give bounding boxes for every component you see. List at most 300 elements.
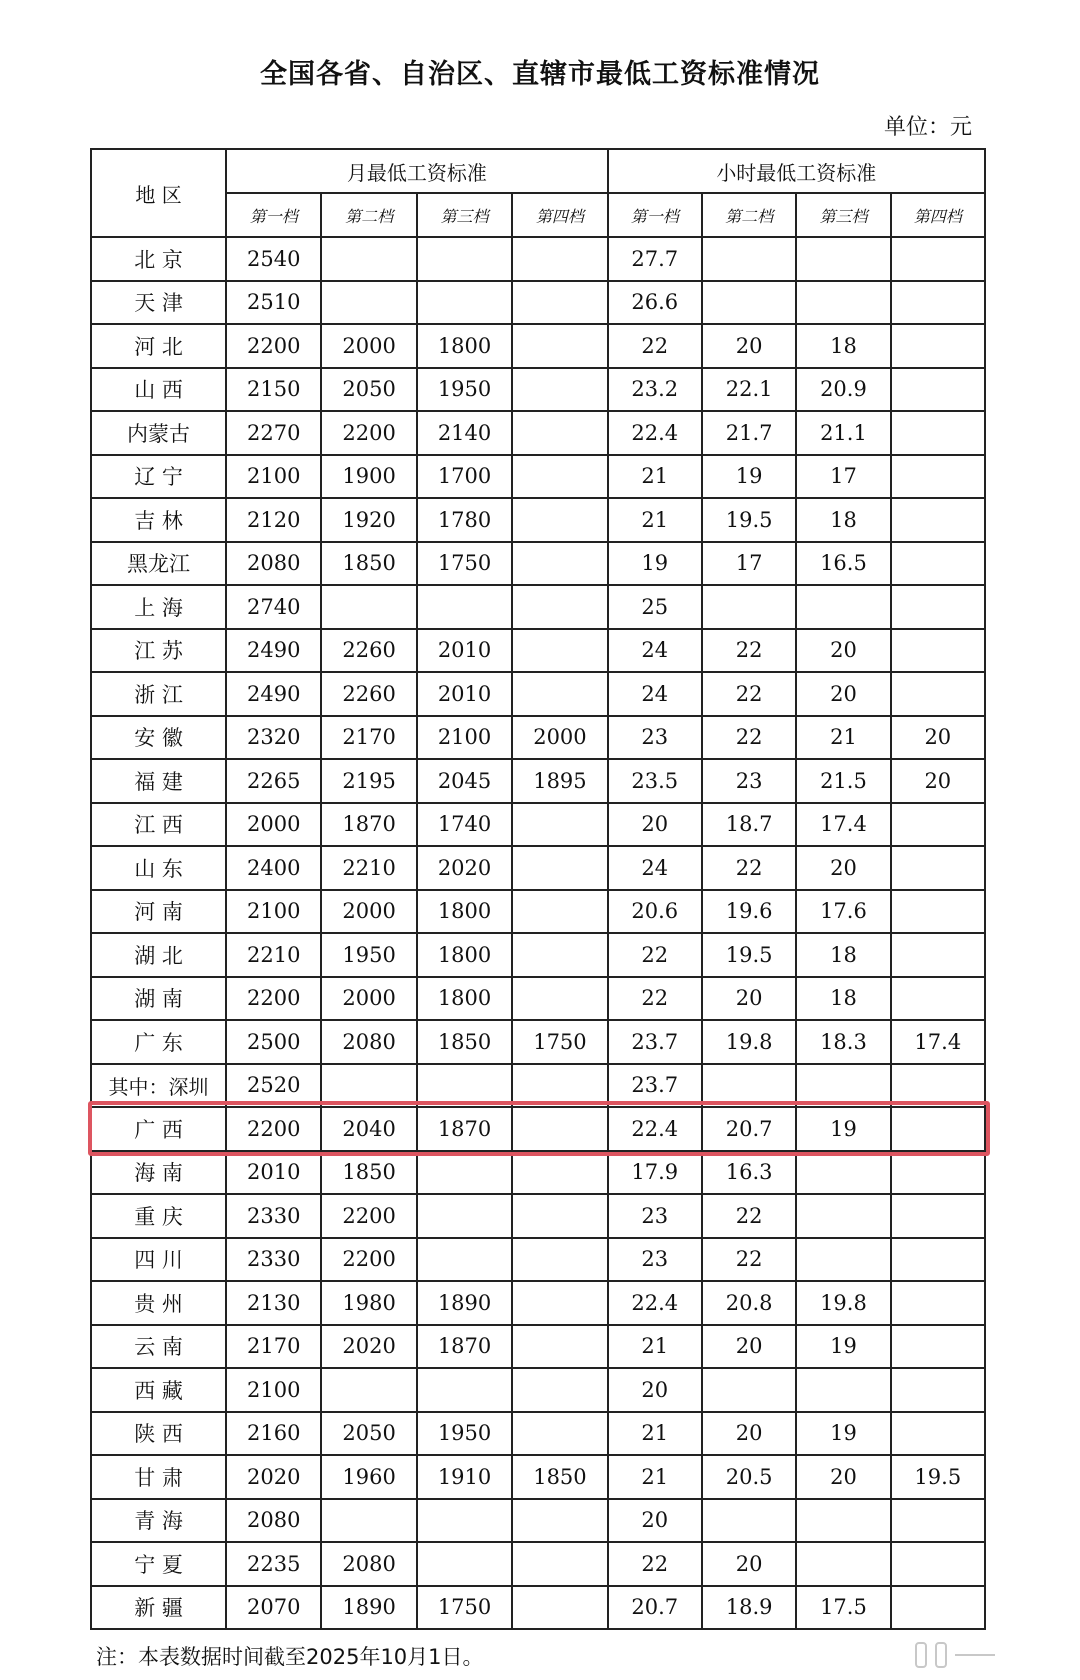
monthly-tier-2-cell: 2210 [321, 846, 416, 890]
hourly-tier-3-cell [796, 281, 890, 325]
region-cell: 天 津 [91, 281, 226, 325]
monthly-tier-3-cell [417, 1368, 512, 1412]
page-title: 全国各省、自治区、直辖市最低工资标准情况 [260, 59, 820, 90]
monthly-tier-3-cell: 2020 [417, 846, 512, 890]
table-row [91, 1499, 985, 1543]
monthly-tier-1-cell: 2170 [226, 1325, 321, 1369]
monthly-tier-3-cell [417, 281, 512, 325]
table-row [91, 585, 985, 629]
hourly-tier-1-cell: 22.4 [608, 411, 702, 455]
hourly-tier-3-cell [796, 1542, 890, 1586]
table-row [91, 672, 985, 716]
table-row [91, 455, 985, 499]
region-cell: 陕 西 [91, 1412, 226, 1456]
hourly-tier-4-header: 第四档 [891, 193, 985, 237]
region-cell: 西 藏 [91, 1368, 226, 1412]
hourly-tier-3-cell: 17.5 [796, 1586, 890, 1630]
monthly-tier-3-cell: 2045 [417, 759, 512, 803]
table-row [91, 281, 985, 325]
region-cell: 内蒙古 [91, 411, 226, 455]
hourly-tier-4-cell [891, 1586, 985, 1630]
table-row [91, 846, 985, 890]
monthly-tier-2-cell: 1950 [321, 933, 416, 977]
monthly-tier-1-cell: 2330 [226, 1194, 321, 1238]
monthly-tier-1-cell: 2490 [226, 672, 321, 716]
table-row [91, 629, 985, 673]
hourly-tier-2-cell: 22 [702, 1194, 796, 1238]
table-row [91, 890, 985, 934]
table-row [91, 977, 985, 1021]
monthly-tier-2-cell: 2000 [321, 324, 416, 368]
hourly-tier-1-cell: 17.9 [608, 1151, 702, 1195]
hourly-tier-4-cell: 20 [891, 716, 985, 760]
hourly-tier-4-cell [891, 1151, 985, 1195]
monthly-tier-2-cell: 1850 [321, 542, 416, 586]
monthly-tier-2-cell [321, 585, 416, 629]
monthly-tier-1-cell: 2200 [226, 977, 321, 1021]
monthly-tier-2-cell [321, 237, 416, 281]
monthly-tier-3-cell: 1910 [417, 1455, 512, 1499]
hourly-tier-1-cell: 20 [608, 1368, 702, 1412]
hourly-tier-1-cell: 21 [608, 1412, 702, 1456]
hourly-tier-3-cell: 18.3 [796, 1020, 890, 1064]
monthly-tier-1-cell: 2320 [226, 716, 321, 760]
hourly-tier-2-cell: 19.5 [702, 498, 796, 542]
hourly-tier-3-cell: 20 [796, 846, 890, 890]
monthly-tier-1-cell: 2265 [226, 759, 321, 803]
hourly-tier-4-cell [891, 846, 985, 890]
monthly-tier-3-cell: 1950 [417, 1412, 512, 1456]
hourly-tier-3-cell [796, 1238, 890, 1282]
table-row [91, 803, 985, 847]
region-cell: 湖 南 [91, 977, 226, 1021]
monthly-tier-2-cell: 2170 [321, 716, 416, 760]
monthly-tier-2-cell: 1870 [321, 803, 416, 847]
table-row [91, 1542, 985, 1586]
hourly-tier-1-cell: 22 [608, 933, 702, 977]
monthly-tier-2-cell: 2040 [321, 1107, 416, 1151]
region-cell: 广 东 [91, 1020, 226, 1064]
hourly-tier-1-cell: 21 [608, 1325, 702, 1369]
monthly-tier-2-cell: 2260 [321, 629, 416, 673]
hourly-tier-1-cell: 19 [608, 542, 702, 586]
hourly-tier-2-cell: 20.5 [702, 1455, 796, 1499]
hourly-tier-4-cell [891, 629, 985, 673]
monthly-tier-2-cell: 1980 [321, 1281, 416, 1325]
hourly-tier-4-cell [891, 281, 985, 325]
monthly-tier-2-cell: 2050 [321, 1412, 416, 1456]
hourly-tier-2-cell [702, 1499, 796, 1543]
table-row [91, 1064, 985, 1108]
monthly-tier-3-cell [417, 1064, 512, 1108]
hourly-tier-3-cell: 18 [796, 498, 890, 542]
hourly-tier-3-cell: 21.5 [796, 759, 890, 803]
monthly-tier-3-cell: 1800 [417, 890, 512, 934]
hourly-tier-4-cell [891, 455, 985, 499]
monthly-tier-4-cell [512, 1194, 607, 1238]
region-cell: 重 庆 [91, 1194, 226, 1238]
monthly-tier-1-cell: 2020 [226, 1455, 321, 1499]
monthly-tier-4-cell [512, 672, 607, 716]
monthly-tier-4-cell [512, 237, 607, 281]
monthly-tier-4-cell [512, 281, 607, 325]
table-row [91, 759, 985, 803]
monthly-tier-2-cell: 2080 [321, 1542, 416, 1586]
monthly-tier-2-header: 第二档 [321, 193, 416, 237]
hourly-tier-2-cell [702, 237, 796, 281]
monthly-tier-3-cell: 1800 [417, 933, 512, 977]
monthly-tier-1-cell: 2130 [226, 1281, 321, 1325]
hourly-tier-2-cell: 20 [702, 1542, 796, 1586]
region-cell: 贵 州 [91, 1281, 226, 1325]
hourly-tier-4-cell [891, 977, 985, 1021]
monthly-tier-3-cell: 1800 [417, 977, 512, 1021]
monthly-tier-3-cell: 1870 [417, 1107, 512, 1151]
hourly-tier-1-cell: 25 [608, 585, 702, 629]
hourly-tier-4-cell [891, 411, 985, 455]
table-row [91, 1325, 985, 1369]
hourly-tier-3-cell: 19.8 [796, 1281, 890, 1325]
hourly-tier-2-cell: 19.5 [702, 933, 796, 977]
hourly-tier-4-cell [891, 890, 985, 934]
hourly-tier-1-cell: 21 [608, 1455, 702, 1499]
monthly-tier-4-cell [512, 1281, 607, 1325]
monthly-tier-4-cell [512, 542, 607, 586]
monthly-tier-3-cell: 2010 [417, 672, 512, 716]
hourly-tier-2-cell: 16.3 [702, 1151, 796, 1195]
region-cell: 江 西 [91, 803, 226, 847]
hourly-tier-4-cell [891, 1064, 985, 1108]
region-cell: 山 东 [91, 846, 226, 890]
hourly-tier-3-cell: 20.9 [796, 368, 890, 412]
monthly-tier-1-cell: 2080 [226, 542, 321, 586]
monthly-tier-1-cell: 2200 [226, 324, 321, 368]
hourly-tier-4-cell [891, 324, 985, 368]
monthly-tier-2-cell: 2200 [321, 1238, 416, 1282]
hourly-tier-3-cell: 17.4 [796, 803, 890, 847]
monthly-tier-1-cell: 2400 [226, 846, 321, 890]
watermark-bar-icon [915, 1642, 927, 1668]
monthly-tier-2-cell: 2080 [321, 1020, 416, 1064]
monthly-tier-4-cell [512, 846, 607, 890]
monthly-tier-3-cell: 1750 [417, 542, 512, 586]
monthly-tier-3-cell: 2100 [417, 716, 512, 760]
monthly-tier-4-cell [512, 585, 607, 629]
hourly-tier-4-cell [891, 1194, 985, 1238]
monthly-tier-2-cell: 2260 [321, 672, 416, 716]
monthly-tier-3-header: 第三档 [417, 193, 512, 237]
hourly-tier-2-cell: 21.7 [702, 411, 796, 455]
footnote: 注：本表数据时间截至2025年10月1日。 [96, 1645, 484, 1669]
unit-label: 单位：元 [883, 115, 972, 140]
hourly-tier-3-cell: 19 [796, 1412, 890, 1456]
hourly-tier-4-cell [891, 1325, 985, 1369]
region-cell: 云 南 [91, 1325, 226, 1369]
hourly-tier-3-cell: 18 [796, 324, 890, 368]
hourly-tier-2-cell: 20 [702, 977, 796, 1021]
monthly-tier-4-cell [512, 803, 607, 847]
monthly-tier-4-cell [512, 933, 607, 977]
monthly-tier-4-cell [512, 1499, 607, 1543]
table-row [91, 1194, 985, 1238]
monthly-tier-1-cell: 2150 [226, 368, 321, 412]
monthly-tier-3-cell [417, 585, 512, 629]
hourly-header: 小时最低工资标准 [608, 149, 985, 193]
hourly-tier-1-cell: 23.7 [608, 1020, 702, 1064]
monthly-tier-2-cell: 2000 [321, 977, 416, 1021]
hourly-tier-2-cell [702, 1064, 796, 1108]
hourly-tier-4-cell [891, 1281, 985, 1325]
table-row [91, 368, 985, 412]
monthly-tier-2-cell [321, 1064, 416, 1108]
hourly-tier-1-cell: 26.6 [608, 281, 702, 325]
monthly-tier-4-cell [512, 890, 607, 934]
hourly-tier-1-cell: 21 [608, 498, 702, 542]
hourly-tier-4-cell [891, 933, 985, 977]
hourly-tier-1-cell: 20.7 [608, 1586, 702, 1630]
hourly-tier-2-cell: 19.8 [702, 1020, 796, 1064]
hourly-tier-4-cell: 19.5 [891, 1455, 985, 1499]
region-cell: 福 建 [91, 759, 226, 803]
table-row [91, 1238, 985, 1282]
hourly-tier-4-cell [891, 498, 985, 542]
monthly-tier-4-cell [512, 1238, 607, 1282]
hourly-tier-3-cell: 17.6 [796, 890, 890, 934]
monthly-tier-1-cell: 2500 [226, 1020, 321, 1064]
hourly-tier-4-cell: 20 [891, 759, 985, 803]
monthly-tier-3-cell [417, 1194, 512, 1238]
region-cell: 四 川 [91, 1238, 226, 1282]
hourly-tier-3-cell: 19 [796, 1325, 890, 1369]
region-cell: 新 疆 [91, 1586, 226, 1630]
watermark-line-icon [955, 1654, 995, 1656]
hourly-tier-3-cell: 19 [796, 1107, 890, 1151]
monthly-tier-4-cell [512, 368, 607, 412]
hourly-tier-4-cell [891, 1542, 985, 1586]
hourly-tier-2-cell [702, 1368, 796, 1412]
hourly-tier-1-cell: 23.2 [608, 368, 702, 412]
hourly-tier-2-cell: 20 [702, 324, 796, 368]
monthly-tier-4-cell [512, 324, 607, 368]
hourly-tier-4-cell [891, 368, 985, 412]
hourly-tier-2-cell: 20.7 [702, 1107, 796, 1151]
region-cell: 江 苏 [91, 629, 226, 673]
hourly-tier-2-cell: 22 [702, 716, 796, 760]
hourly-tier-4-cell [891, 672, 985, 716]
monthly-tier-2-cell: 2050 [321, 368, 416, 412]
monthly-tier-3-cell: 1890 [417, 1281, 512, 1325]
watermark-logo [915, 1640, 1065, 1670]
monthly-tier-3-cell: 1950 [417, 368, 512, 412]
monthly-tier-1-cell: 2080 [226, 1499, 321, 1543]
region-cell: 北 京 [91, 237, 226, 281]
region-cell: 辽 宁 [91, 455, 226, 499]
table-row [91, 324, 985, 368]
monthly-tier-4-cell [512, 977, 607, 1021]
hourly-tier-3-cell [796, 1194, 890, 1238]
region-cell: 宁 夏 [91, 1542, 226, 1586]
hourly-tier-2-cell: 22 [702, 1238, 796, 1282]
monthly-tier-1-cell: 2200 [226, 1107, 321, 1151]
region-cell: 湖 北 [91, 933, 226, 977]
monthly-tier-2-cell [321, 1499, 416, 1543]
monthly-tier-4-cell [512, 1064, 607, 1108]
hourly-tier-3-cell: 20 [796, 1455, 890, 1499]
hourly-tier-2-cell: 18.7 [702, 803, 796, 847]
hourly-tier-2-cell: 18.9 [702, 1586, 796, 1630]
hourly-tier-4-cell [891, 803, 985, 847]
region-cell: 其中：深圳 [91, 1064, 226, 1108]
hourly-tier-1-cell: 23.5 [608, 759, 702, 803]
hourly-tier-1-cell: 24 [608, 672, 702, 716]
monthly-tier-3-cell [417, 1542, 512, 1586]
monthly-tier-1-cell: 2120 [226, 498, 321, 542]
hourly-tier-3-cell [796, 1368, 890, 1412]
table-row [91, 1586, 985, 1630]
monthly-tier-3-cell: 1870 [417, 1325, 512, 1369]
monthly-tier-1-cell: 2160 [226, 1412, 321, 1456]
monthly-tier-2-cell: 2000 [321, 890, 416, 934]
region-cell: 黑龙江 [91, 542, 226, 586]
hourly-tier-3-cell [796, 1499, 890, 1543]
region-cell: 吉 林 [91, 498, 226, 542]
monthly-tier-4-cell [512, 411, 607, 455]
hourly-tier-4-cell [891, 1107, 985, 1151]
monthly-tier-2-cell: 1920 [321, 498, 416, 542]
hourly-tier-2-cell: 22 [702, 672, 796, 716]
region-cell: 安 徽 [91, 716, 226, 760]
table-row [91, 542, 985, 586]
hourly-tier-4-cell [891, 1499, 985, 1543]
table-row [91, 933, 985, 977]
monthly-tier-4-cell [512, 629, 607, 673]
monthly-tier-2-cell: 1890 [321, 1586, 416, 1630]
region-cell: 广 西 [91, 1107, 226, 1151]
hourly-tier-1-cell: 22 [608, 1542, 702, 1586]
monthly-tier-2-cell: 2020 [321, 1325, 416, 1369]
hourly-tier-1-cell: 22 [608, 324, 702, 368]
monthly-tier-4-cell: 1895 [512, 759, 607, 803]
hourly-tier-3-cell: 18 [796, 933, 890, 977]
watermark-bar-icon [935, 1642, 947, 1668]
minimum-wage-table [90, 148, 986, 1630]
monthly-tier-3-cell: 1750 [417, 1586, 512, 1630]
monthly-tier-1-cell: 2490 [226, 629, 321, 673]
monthly-tier-4-cell [512, 1412, 607, 1456]
hourly-tier-1-cell: 20.6 [608, 890, 702, 934]
hourly-tier-1-cell: 20 [608, 1499, 702, 1543]
table-row [91, 411, 985, 455]
monthly-tier-1-cell: 2270 [226, 411, 321, 455]
region-cell: 浙 江 [91, 672, 226, 716]
monthly-tier-4-cell [512, 1542, 607, 1586]
monthly-tier-2-cell [321, 1368, 416, 1412]
hourly-tier-1-cell: 23 [608, 1194, 702, 1238]
monthly-tier-4-cell: 1750 [512, 1020, 607, 1064]
hourly-tier-1-cell: 23.7 [608, 1064, 702, 1108]
hourly-tier-1-cell: 20 [608, 803, 702, 847]
hourly-tier-4-cell [891, 542, 985, 586]
hourly-tier-1-cell: 27.7 [608, 237, 702, 281]
hourly-tier-1-cell: 24 [608, 846, 702, 890]
region-cell: 上 海 [91, 585, 226, 629]
monthly-tier-2-cell: 1900 [321, 455, 416, 499]
monthly-tier-3-cell: 2010 [417, 629, 512, 673]
monthly-header: 月最低工资标准 [226, 149, 608, 193]
monthly-tier-2-cell: 2200 [321, 411, 416, 455]
hourly-tier-2-cell: 22 [702, 846, 796, 890]
monthly-tier-3-cell: 1800 [417, 324, 512, 368]
table-row [91, 1368, 985, 1412]
table-row [91, 1107, 985, 1151]
monthly-tier-1-cell: 2100 [226, 455, 321, 499]
hourly-tier-2-cell [702, 281, 796, 325]
table-row [91, 1455, 985, 1499]
region-header: 地 区 [91, 149, 226, 237]
monthly-tier-3-cell [417, 1151, 512, 1195]
region-cell: 青 海 [91, 1499, 226, 1543]
monthly-tier-3-cell: 1780 [417, 498, 512, 542]
monthly-tier-3-cell: 2140 [417, 411, 512, 455]
hourly-tier-1-cell: 22.4 [608, 1281, 702, 1325]
monthly-tier-4-cell [512, 498, 607, 542]
monthly-tier-4-cell [512, 1325, 607, 1369]
table-row [91, 1020, 985, 1064]
monthly-tier-4-cell: 1850 [512, 1455, 607, 1499]
monthly-tier-1-header: 第一档 [226, 193, 321, 237]
hourly-tier-1-cell: 23 [608, 1238, 702, 1282]
hourly-tier-1-cell: 22 [608, 977, 702, 1021]
table-row [91, 1151, 985, 1195]
hourly-tier-4-cell: 17.4 [891, 1020, 985, 1064]
region-cell: 海 南 [91, 1151, 226, 1195]
region-cell: 甘 肃 [91, 1455, 226, 1499]
monthly-tier-3-cell: 1740 [417, 803, 512, 847]
monthly-tier-1-cell: 2000 [226, 803, 321, 847]
hourly-tier-1-cell: 23 [608, 716, 702, 760]
monthly-tier-1-cell: 2520 [226, 1064, 321, 1108]
hourly-tier-1-header: 第一档 [608, 193, 702, 237]
hourly-tier-4-cell [891, 237, 985, 281]
table-row [91, 237, 985, 281]
region-cell: 河 北 [91, 324, 226, 368]
monthly-tier-3-cell [417, 1499, 512, 1543]
hourly-tier-1-cell: 21 [608, 455, 702, 499]
hourly-tier-2-cell: 20 [702, 1325, 796, 1369]
monthly-tier-3-cell [417, 1238, 512, 1282]
monthly-tier-1-cell: 2100 [226, 890, 321, 934]
hourly-tier-2-cell: 19 [702, 455, 796, 499]
hourly-tier-2-cell: 20 [702, 1412, 796, 1456]
table-row [91, 498, 985, 542]
hourly-tier-2-cell: 22.1 [702, 368, 796, 412]
hourly-tier-4-cell [891, 1412, 985, 1456]
hourly-tier-2-cell: 19.6 [702, 890, 796, 934]
monthly-tier-4-header: 第四档 [512, 193, 607, 237]
hourly-tier-4-cell [891, 1238, 985, 1282]
monthly-tier-2-cell: 1960 [321, 1455, 416, 1499]
hourly-tier-3-cell: 18 [796, 977, 890, 1021]
hourly-tier-1-cell: 22.4 [608, 1107, 702, 1151]
monthly-tier-3-cell [417, 237, 512, 281]
hourly-tier-3-cell: 21.1 [796, 411, 890, 455]
monthly-tier-1-cell: 2330 [226, 1238, 321, 1282]
monthly-tier-1-cell: 2540 [226, 237, 321, 281]
monthly-tier-1-cell: 2070 [226, 1586, 321, 1630]
monthly-tier-1-cell: 2740 [226, 585, 321, 629]
monthly-tier-1-cell: 2010 [226, 1151, 321, 1195]
monthly-tier-2-cell [321, 281, 416, 325]
